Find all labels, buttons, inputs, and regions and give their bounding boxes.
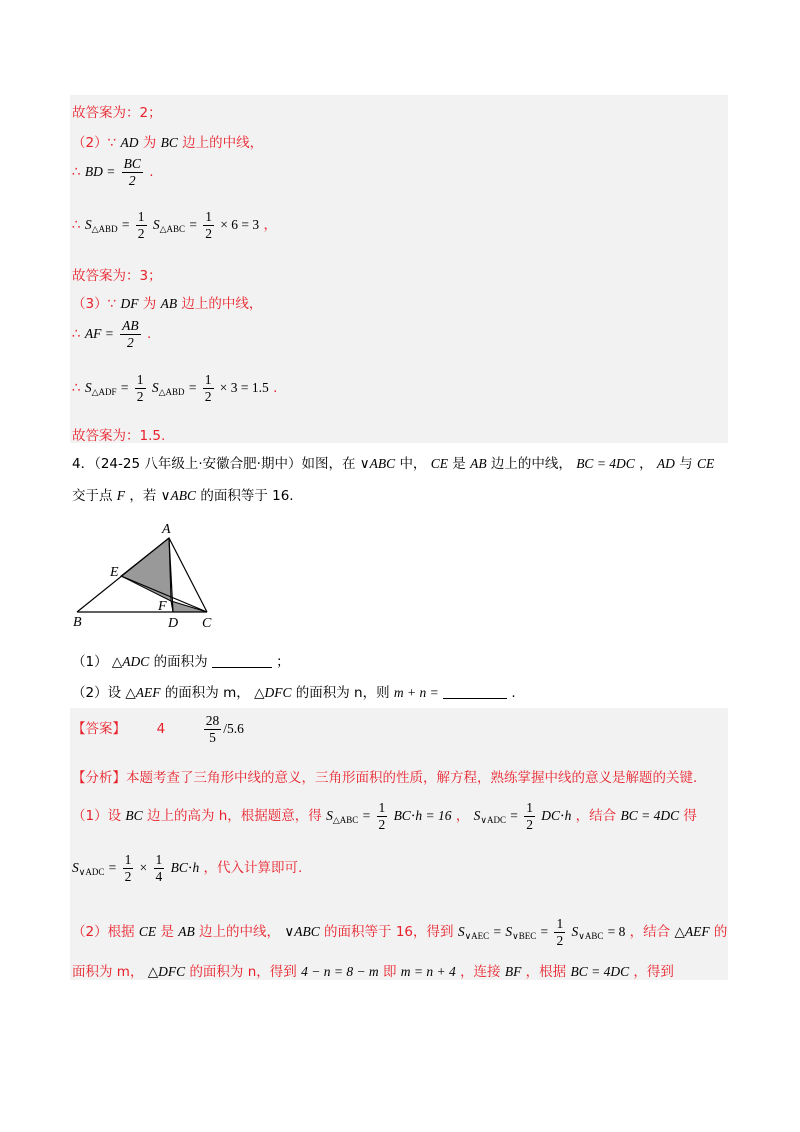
- text: 边上的中线，: [182, 135, 264, 151]
- label-c: C: [202, 616, 212, 630]
- analysis-part1-line1: [72, 800, 697, 832]
- denominator: 5: [209, 729, 216, 745]
- answer-label: 【答案】: [72, 721, 126, 738]
- subscript: ∨ADC: [78, 867, 105, 878]
- text: （2）设: [72, 685, 122, 701]
- q4-line-1: [72, 452, 714, 472]
- text: （1）: [72, 654, 108, 670]
- math-tri-aef: △AEF: [674, 924, 710, 940]
- math-eq8: = 8: [607, 924, 626, 940]
- text: 的面积为: [153, 654, 208, 670]
- equals: =: [188, 380, 197, 396]
- math-tri-dfc: △DFC: [254, 685, 292, 700]
- subscript: ∨ABC: [578, 931, 604, 942]
- math-tri-abc: ∨ABC: [284, 924, 320, 940]
- fraction-half: [123, 852, 134, 884]
- q4-sub-2: [72, 681, 516, 701]
- fraction-quarter: [154, 852, 165, 884]
- numerator: BC: [123, 156, 141, 171]
- math-m-n4: m = n + 4: [400, 964, 456, 979]
- text: 与: [679, 456, 693, 472]
- math-f: F: [116, 488, 126, 503]
- equals: =: [189, 217, 197, 233]
- numerator: 28: [205, 713, 220, 728]
- equals: =: [362, 808, 371, 824]
- therefore-symbol: ∴: [72, 380, 81, 397]
- math-s: S: [457, 924, 465, 940]
- equals: =: [540, 924, 549, 940]
- answer-value-1: 4: [156, 721, 166, 738]
- text: 是: [452, 456, 466, 472]
- numerator: 1: [204, 372, 212, 387]
- denominator: 2: [205, 225, 212, 241]
- text: ，: [263, 217, 277, 234]
- denominator: 2: [128, 172, 136, 188]
- math-s: S: [84, 217, 92, 233]
- text: 即: [382, 964, 397, 980]
- text: 为: [142, 135, 157, 151]
- text: ，: [455, 808, 470, 825]
- label-d: D: [168, 616, 179, 630]
- math-ad: AD: [120, 135, 139, 150]
- math-tri-abc: ∨ABC: [160, 488, 197, 503]
- text: （1）设: [72, 808, 122, 825]
- text: .: [149, 164, 154, 181]
- q4-line-2: [72, 484, 294, 504]
- math-4n-8m: 4 − n = 8 − m: [301, 964, 379, 979]
- analysis-part2-line2: [72, 960, 674, 980]
- math-ce: CE: [430, 456, 448, 471]
- math-times6: × 6 = 3: [220, 217, 260, 233]
- math-s: S: [72, 860, 79, 876]
- text: 边上的中线，: [181, 296, 263, 312]
- math-bc-4dc: BC = 4DC: [570, 964, 630, 979]
- text: 的面积为 m，: [164, 685, 250, 701]
- label-a: A: [162, 522, 171, 537]
- subscript: △ABD: [91, 224, 118, 235]
- analysis-part1-line2: $S_{\vee ADC}$ = $\frac{1}{2}$ × $\frac{1}{4}$ BC⋅h ，代入计算即可.: [72, 852, 303, 884]
- math-bf: BF: [504, 964, 522, 979]
- text: ，代入计算即可.: [203, 860, 303, 877]
- math-ab: AB: [160, 296, 178, 311]
- fraction-half: [203, 209, 214, 241]
- math-s: S: [505, 924, 513, 940]
- numerator: 1: [137, 209, 145, 224]
- text: ，连接: [460, 964, 501, 980]
- label-b: B: [73, 615, 82, 630]
- denominator: 2: [378, 816, 386, 832]
- denominator: 2: [136, 388, 144, 404]
- answer-value-alt: /5.6: [223, 721, 244, 737]
- math-bc: BC: [125, 808, 143, 824]
- equals: =: [108, 860, 117, 876]
- text: .: [511, 685, 516, 701]
- text: ，若: [129, 488, 157, 504]
- numerator: 1: [556, 916, 564, 931]
- text: 得: [683, 808, 697, 825]
- numerator: 1: [526, 800, 533, 815]
- answer-blank-2[interactable]: [443, 686, 507, 699]
- q4-sub-1: [72, 650, 290, 670]
- math-bch-16: BC⋅h = 16: [393, 808, 452, 824]
- text: 为: [142, 296, 157, 312]
- therefore-symbol: ∴: [72, 326, 81, 343]
- text: （2）∵: [72, 135, 117, 151]
- triangle-figure: [72, 520, 222, 630]
- text: 边上的中线，: [490, 456, 572, 472]
- text: 的面积为 n，得到: [189, 964, 297, 980]
- therefore-symbol: ∴: [72, 164, 81, 181]
- fraction-half: [203, 372, 214, 404]
- bd-equation: [72, 156, 154, 188]
- subscript: △ADF: [91, 387, 117, 398]
- text: 的面积等于 16.: [200, 488, 294, 504]
- text: ，根据: [525, 964, 567, 980]
- fraction-half: [554, 916, 565, 948]
- label-f: F: [158, 599, 167, 614]
- math-tri-adc: △ADC: [111, 654, 150, 669]
- math-s: S: [151, 380, 159, 396]
- text: 边上的高为 h，根据题意，得: [146, 808, 322, 825]
- answer-line-2: 故答案为：2；: [72, 105, 162, 121]
- answer-row: [72, 713, 244, 745]
- equals: =: [120, 380, 129, 396]
- numerator: 1: [136, 372, 144, 387]
- denominator: 2: [556, 932, 564, 948]
- math-s: S: [571, 924, 579, 940]
- numerator: 1: [124, 852, 132, 867]
- text: 面积为 m，: [72, 964, 144, 980]
- math-ab: AB: [470, 456, 487, 471]
- math-s: S: [84, 380, 92, 396]
- subscript: △ABC: [332, 815, 359, 826]
- text: 边上的中线，: [199, 924, 281, 941]
- part2-statement: [72, 131, 263, 151]
- text: ，结合: [629, 924, 671, 941]
- math-bc: BC: [160, 135, 178, 150]
- numerator: 1: [378, 800, 386, 815]
- equals: =: [121, 217, 130, 233]
- fraction-half: [135, 372, 146, 404]
- math-tri-aef: △AEF: [125, 685, 161, 700]
- denominator: 2: [137, 225, 145, 241]
- text: 的面积为 n，则: [295, 685, 390, 701]
- s-abd-equation: [72, 209, 277, 241]
- denominator: 2: [124, 868, 132, 884]
- math-bc-4dc: BC = 4DC: [620, 808, 680, 824]
- math-s: S: [326, 808, 333, 824]
- math-af: AF =: [84, 326, 114, 342]
- fraction-ab-2: [120, 318, 141, 350]
- answer-line-1-5: 故答案为：1.5.: [72, 428, 166, 444]
- math-tri-abc: ∨ABC: [359, 456, 396, 471]
- text: ，结合: [575, 808, 617, 825]
- text: ，: [639, 456, 653, 472]
- math-ab: AB: [178, 924, 195, 940]
- fraction-half: [377, 800, 388, 832]
- text: 的面积等于 16，得到: [324, 924, 454, 941]
- text: （3）∵: [72, 296, 117, 312]
- equals: =: [510, 808, 518, 824]
- math-ce: CE: [138, 924, 157, 940]
- subscript: ∨BEC: [512, 931, 537, 942]
- numerator: 1: [155, 852, 163, 867]
- denominator: 2: [204, 388, 212, 404]
- fraction-28-5: [204, 713, 222, 745]
- subscript: △ABC: [159, 224, 186, 235]
- analysis-line: 【分析】本题考查了三角形中线的意义，三角形面积的性质，解方程，熟练掌握中线的意义是解题的关键.: [72, 770, 698, 786]
- math-bd: BD =: [84, 164, 116, 180]
- text: .: [273, 380, 278, 397]
- af-equation: [72, 318, 151, 350]
- text: ；: [276, 654, 290, 670]
- math-bch: BC⋅h: [170, 860, 200, 876]
- text: 4．（24-25 八年级上·安徽合肥·期中）如图，在: [72, 456, 356, 472]
- answer-blank-1[interactable]: [212, 655, 272, 668]
- math-ce: CE: [697, 456, 715, 471]
- math-m-plus-n: m + n =: [393, 685, 439, 700]
- text: 是: [160, 924, 174, 941]
- math-dch: DC⋅h: [541, 808, 572, 824]
- math-df: DF: [120, 296, 139, 311]
- text: 交于点: [72, 488, 113, 504]
- subscript: ∨AEC: [464, 931, 490, 942]
- denominator: 2: [526, 816, 533, 832]
- numerator: AB: [122, 318, 139, 333]
- side-ac: [169, 538, 207, 612]
- analysis-part2-line1: [72, 916, 727, 948]
- therefore-symbol: ∴: [72, 217, 81, 234]
- fraction-half: [524, 800, 535, 832]
- denominator: 2: [127, 334, 134, 350]
- label-e: E: [110, 565, 119, 580]
- text: （2）根据: [72, 924, 135, 941]
- subscript: ∨ADC: [480, 815, 506, 826]
- fraction-bc-2: [122, 156, 143, 188]
- part3-statement: [72, 292, 262, 312]
- fraction-half: [136, 209, 147, 241]
- math-times3: × 3 = 1.5: [219, 380, 269, 396]
- numerator: 1: [205, 209, 212, 224]
- answer-line-3: 故答案为：3；: [72, 268, 162, 284]
- math-s: S: [152, 217, 160, 233]
- math-s: S: [473, 808, 481, 824]
- shaded-triangle-aef: [121, 538, 171, 601]
- equals: =: [493, 924, 502, 940]
- math-bc-4dc: BC = 4DC: [576, 456, 635, 471]
- text: ，得到: [633, 964, 674, 980]
- text: 中，: [399, 456, 427, 472]
- s-adf-equation: [72, 372, 277, 404]
- denominator: 4: [155, 868, 163, 884]
- text: 的: [713, 924, 728, 941]
- subscript: △ABD: [158, 387, 185, 398]
- math-tri-dfc: △DFC: [147, 964, 186, 979]
- text: .: [146, 326, 152, 343]
- math-ad: AD: [656, 456, 675, 471]
